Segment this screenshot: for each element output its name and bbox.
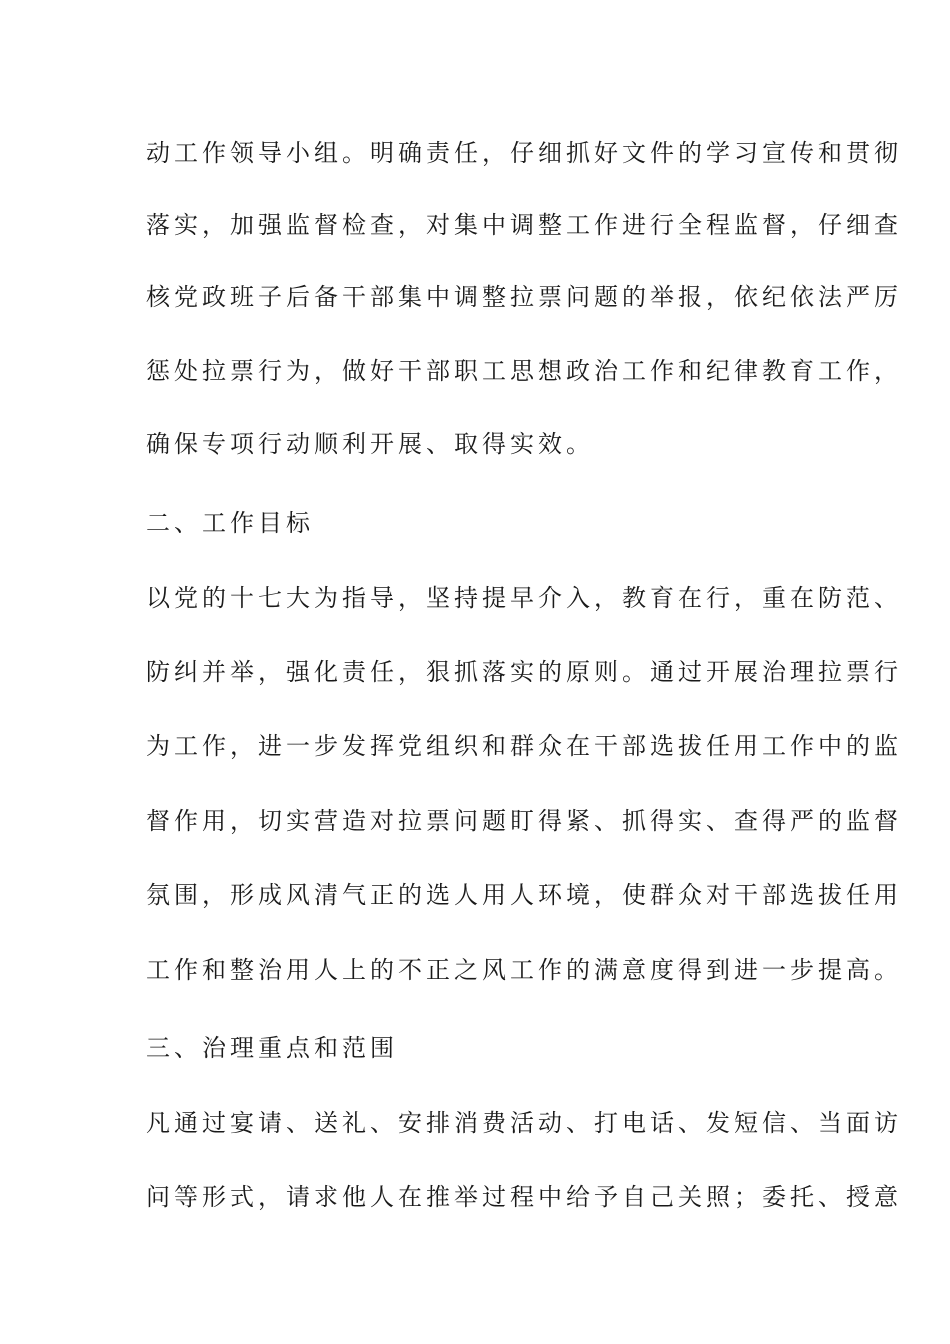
paragraph-line: 防纠并举，强化责任，狠抓落实的原则。通过开展治理拉票行 bbox=[146, 658, 902, 686]
section-heading: 三、治理重点和范围 bbox=[146, 1034, 398, 1062]
paragraph-line: 为工作，进一步发挥党组织和群众在干部选拔任用工作中的监 bbox=[146, 732, 902, 760]
paragraph-line: 以党的十七大为指导，坚持提早介入，教育在行，重在防范、 bbox=[146, 584, 902, 612]
paragraph-line: 凡通过宴请、送礼、安排消费活动、打电话、发短信、当面访 bbox=[146, 1109, 902, 1137]
paragraph-line: 氛围，形成风清气正的选人用人环境，使群众对干部选拔任用 bbox=[146, 881, 902, 909]
paragraph-line: 惩处拉票行为，做好干部职工思想政治工作和纪律教育工作， bbox=[146, 357, 902, 385]
section-heading: 二、工作目标 bbox=[146, 509, 314, 537]
paragraph-line: 问等形式，请求他人在推举过程中给予自己关照；委托、授意 bbox=[146, 1183, 902, 1211]
paragraph-line: 动工作领导小组。明确责任，仔细抓好文件的学习宣传和贯彻 bbox=[146, 139, 902, 167]
paragraph-line: 确保专项行动顺利开展、取得实效。 bbox=[146, 430, 594, 458]
paragraph-line: 落实，加强监督检查，对集中调整工作进行全程监督，仔细查 bbox=[146, 211, 902, 239]
paragraph-line: 工作和整治用人上的不正之风工作的满意度得到进一步提高。 bbox=[146, 956, 902, 984]
paragraph-line: 督作用，切实营造对拉票问题盯得紧、抓得实、查得严的监督 bbox=[146, 807, 902, 835]
paragraph-line: 核党政班子后备干部集中调整拉票问题的举报，依纪依法严厉 bbox=[146, 283, 902, 311]
